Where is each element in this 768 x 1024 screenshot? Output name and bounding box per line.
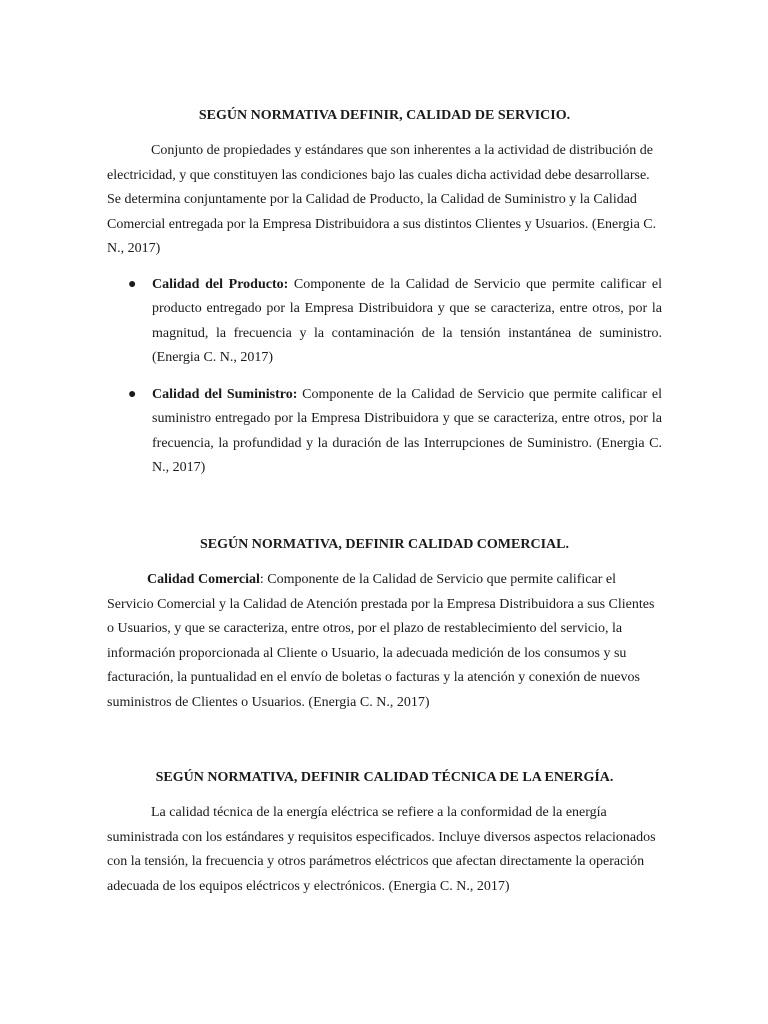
bullet-term: Calidad del Suministro:: [152, 387, 298, 403]
paragraph-calidad-servicio: Conjunto de propiedades y estándares que son inherentes a la actividad de distribución de electricidad, y que constituyen las condiciones bajo las cuales dicha actividad debe desarrollarse. Se determina conjuntamente por la Calidad de Producto, la Calidad de Suministro y la Calidad Comercial entregada por la Empresa Distribuidora a sus distintos Clientes y Usuarios. (Energia C. N., 2017): [107, 143, 657, 256]
section-title-calidad-tecnica: SEGÚN NORMATIVA, DEFINIR CALIDAD TÉCNICA DE LA ENERGÍA.: [155, 770, 614, 785]
bullet-text: Componente de la Calidad de Servicio que permite calificar el producto entregado por la Empresa Distribuidora y que se caracteriza, entre otros, por la magnitud, la frecuencia y la contaminación de la tensión instantánea de suministro. (Energia C. N., 2017): [152, 277, 662, 365]
section-title-calidad-servicio: SEGÚN NORMATIVA DEFINIR, CALIDAD DE SERVICIO.: [198, 108, 571, 123]
section-title-calidad-comercial: SEGÚN NORMATIVA, DEFINIR CALIDAD COMERCIAL.: [200, 537, 569, 552]
term-calidad-comercial: Calidad Comercial: [147, 572, 260, 587]
bullet-list-calidad-servicio: [128, 273, 662, 480]
text-calidad-comercial: : Componente de la Calidad de Servicio que permite calificar el Servicio Comercial y la Calidad de Atención prestada por la Empresa Distribuidora a sus Clientes o Usuarios, y que se caracteriza, entre otros, por el plazo de restablecimiento del servicio, la información proporcionada al Cliente o Usuario, la adecuada medición de los consumos y su facturación, la puntualidad en el envío de boletas o facturas y la atención y conexión de nuevos suministros de Clientes o Usuarios. (Energia C. N., 2017): [107, 572, 655, 710]
bullet-item-calidad-suministro: [128, 383, 662, 480]
bullet-icon: ●: [128, 277, 137, 292]
paragraph-calidad-tecnica: La calidad técnica de la energía eléctrica se refiere a la conformidad de la energía suministrada con los estándares y requisitos especificados. Incluye diversos aspectos relacionados con la tensión, la frecuencia y otros parámetros eléctricos que afectan directamente la operación adecuada de los equipos eléctricos y electrónicos. (Energia C. N., 2017): [107, 805, 656, 894]
bullet-term: Calidad del Producto:: [152, 277, 289, 292]
paragraph-calidad-comercial: [107, 568, 662, 715]
bullet-text: Componente de la Calidad de Servicio que permite calificar el suministro entregado por la Empresa Distribuidora y que se caracteriza, entre otros, por la frecuencia, la profundidad y la duración de las Interrupciones de Suministro. (Energia C. N., 2017): [152, 387, 662, 476]
bullet-icon: ●: [128, 387, 137, 403]
bullet-item-calidad-producto: [128, 273, 662, 370]
